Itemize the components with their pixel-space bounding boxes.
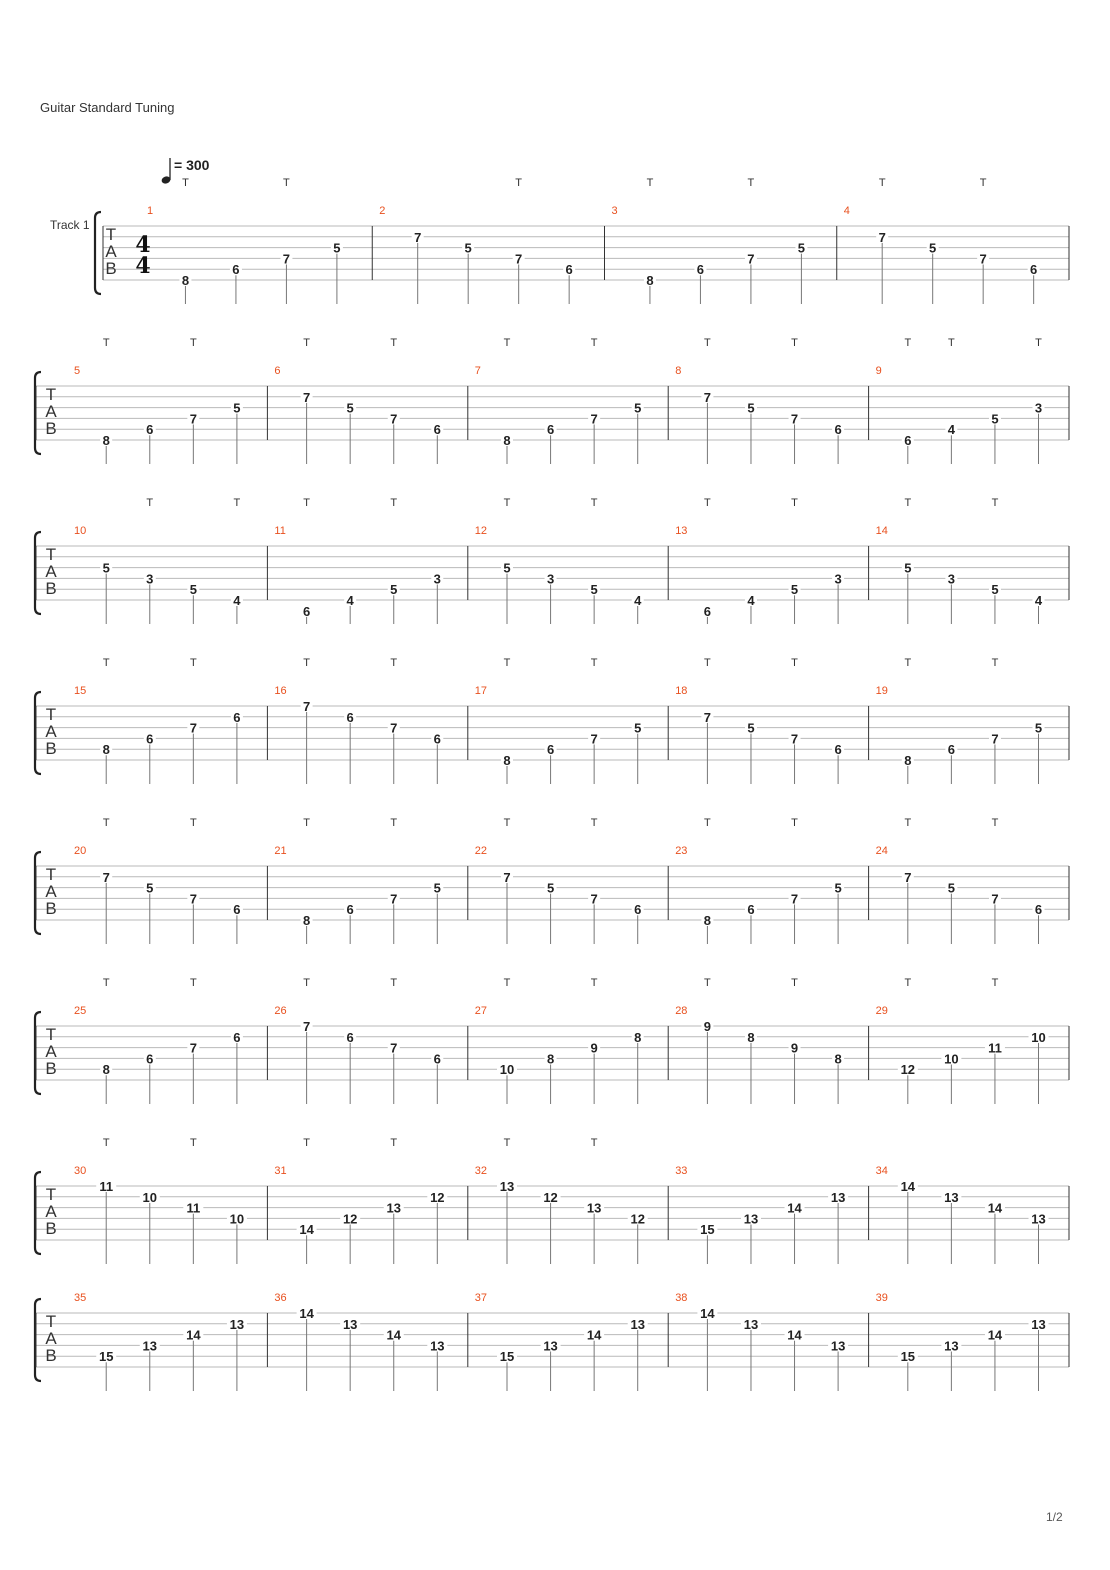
fret-number: 4 xyxy=(634,593,642,608)
tap-mark: T xyxy=(233,497,241,509)
fret-number: 14 xyxy=(900,1179,916,1194)
fret-number: 14 xyxy=(186,1327,201,1343)
tap-mark: T xyxy=(704,497,711,509)
tap-mark: T xyxy=(189,977,197,989)
fret-number: 9 xyxy=(790,1040,799,1056)
tab-clef-letter: B xyxy=(105,259,117,278)
tap-mark: T xyxy=(182,177,189,189)
fret-number: 4 xyxy=(346,593,354,608)
fret-number: 10 xyxy=(944,1051,959,1067)
fret-number: 8 xyxy=(102,1062,110,1078)
fret-number: 5 xyxy=(947,880,955,896)
fret-number: 7 xyxy=(590,731,598,747)
measure-number: 5 xyxy=(74,365,81,377)
fret-number: 7 xyxy=(515,251,523,267)
tap-mark: T xyxy=(146,497,154,509)
measure-number: 11 xyxy=(274,525,286,537)
tuning-label: Guitar Standard Tuning xyxy=(40,100,175,115)
fret-number: 6 xyxy=(433,731,441,747)
tap-mark: T xyxy=(948,337,955,349)
tap-mark: T xyxy=(303,817,310,829)
tab-clef-letter: A xyxy=(45,562,57,581)
fret-number: 6 xyxy=(346,1029,354,1045)
tap-mark: T xyxy=(991,977,999,989)
fret-number: 7 xyxy=(979,251,987,267)
fret-number: 13 xyxy=(743,1211,759,1227)
measure-number: 6 xyxy=(274,365,281,377)
fret-number: 5 xyxy=(464,240,472,256)
tap-mark: T xyxy=(704,977,711,989)
fret-number: 5 xyxy=(590,582,598,598)
tap-mark: T xyxy=(283,177,290,189)
tap-mark: T xyxy=(590,337,598,349)
fret-number: 8 xyxy=(646,273,654,288)
tab-clef-letter: B xyxy=(45,899,57,918)
fret-number: 5 xyxy=(333,240,341,256)
tab-clef-letter: A xyxy=(45,1042,57,1061)
tap-mark: T xyxy=(590,817,598,829)
tap-mark: T xyxy=(704,657,711,669)
fret-number: 7 xyxy=(189,1040,197,1056)
measure-number: 13 xyxy=(675,525,688,537)
fret-number: 6 xyxy=(232,262,240,278)
fret-number: 4 xyxy=(947,422,955,438)
fret-number: 5 xyxy=(634,720,642,736)
fret-number: 6 xyxy=(233,902,241,918)
tap-mark: T xyxy=(590,1137,598,1149)
fret-number: 12 xyxy=(900,1062,916,1078)
tap-mark: T xyxy=(189,337,197,349)
fret-number: 6 xyxy=(146,1051,154,1067)
fret-number: 7 xyxy=(414,229,422,245)
fret-number: 11 xyxy=(186,1200,201,1216)
fret-number: 6 xyxy=(1030,262,1038,278)
tap-mark: T xyxy=(303,337,310,349)
fret-number: 3 xyxy=(146,571,154,587)
tab-clef-letter: T xyxy=(45,1185,57,1204)
fret-number: 12 xyxy=(543,1189,558,1205)
measure-number: 9 xyxy=(875,365,882,377)
fret-number: 7 xyxy=(390,411,398,427)
fret-number: 13 xyxy=(386,1200,401,1216)
tab-clef-letter: A xyxy=(45,1329,57,1348)
fret-number: 13 xyxy=(586,1200,602,1216)
tap-mark: T xyxy=(590,497,598,509)
tap-mark: T xyxy=(390,1137,398,1149)
fret-number: 12 xyxy=(630,1211,645,1227)
measure-number: 38 xyxy=(675,1292,688,1304)
fret-number: 10 xyxy=(229,1211,245,1227)
fret-number: 5 xyxy=(233,400,241,416)
tap-mark: T xyxy=(590,657,598,669)
fret-number: 5 xyxy=(834,880,842,896)
fret-number: 5 xyxy=(797,240,806,256)
tap-mark: T xyxy=(303,657,310,669)
tab-clef-letter: T xyxy=(45,1025,57,1044)
tap-mark: T xyxy=(515,177,523,189)
tab-clef-letter: T xyxy=(45,705,57,724)
fret-number: 6 xyxy=(346,902,354,918)
fret-number: 7 xyxy=(189,891,197,907)
measure-number: 14 xyxy=(875,525,888,537)
fret-number: 10 xyxy=(1031,1029,1046,1045)
tap-mark: T xyxy=(991,497,999,509)
fret-number: 7 xyxy=(390,1040,398,1056)
fret-number: 5 xyxy=(546,880,555,896)
tap-mark: T xyxy=(791,337,798,349)
fret-number: 6 xyxy=(146,731,154,747)
fret-number: 5 xyxy=(904,560,912,576)
measure-number: 18 xyxy=(675,685,688,697)
tap-mark: T xyxy=(791,817,798,829)
tab-clef-letter: T xyxy=(45,385,57,404)
measure-number: 23 xyxy=(675,845,688,857)
tap-mark: T xyxy=(303,497,310,509)
page-number: 1/2 xyxy=(1046,1510,1063,1524)
fret-number: 12 xyxy=(342,1211,358,1227)
measure-number: 3 xyxy=(611,205,618,217)
tap-mark: T xyxy=(904,817,912,829)
tap-mark: T xyxy=(991,657,999,669)
fret-number: 6 xyxy=(546,422,555,438)
tap-mark: T xyxy=(991,817,999,829)
fret-number: 5 xyxy=(346,400,354,416)
measure-number: 33 xyxy=(675,1165,688,1177)
fret-number: 4 xyxy=(747,593,755,608)
tab-clef-letter: B xyxy=(45,1219,57,1238)
fret-number: 7 xyxy=(282,251,291,267)
tap-mark: T xyxy=(102,337,110,349)
fret-number: 14 xyxy=(987,1200,1003,1216)
tab-clef-letter: T xyxy=(45,865,57,884)
fret-number: 5 xyxy=(390,582,398,598)
fret-number: 6 xyxy=(233,709,241,725)
fret-number: 8 xyxy=(181,273,190,288)
fret-number: 3 xyxy=(947,571,955,587)
tap-mark: T xyxy=(747,177,755,189)
track-name: Track 1 xyxy=(50,218,90,232)
tab-clef-letter: T xyxy=(45,1312,57,1331)
fret-number: 7 xyxy=(703,389,712,405)
fret-number: 14 xyxy=(700,1306,715,1321)
fret-number: 6 xyxy=(302,603,311,619)
tap-mark: T xyxy=(189,817,197,829)
tap-mark: T xyxy=(390,497,398,509)
fret-number: 5 xyxy=(503,560,511,576)
fret-number: 8 xyxy=(503,753,511,768)
measure-number: 39 xyxy=(875,1292,888,1304)
fret-number: 6 xyxy=(233,1029,241,1045)
measure-number: 25 xyxy=(74,1005,87,1017)
fret-number: 11 xyxy=(988,1040,1002,1056)
tab-clef-letter: T xyxy=(105,225,117,244)
fret-number: 7 xyxy=(590,891,598,907)
fret-number: 14 xyxy=(787,1200,802,1216)
fret-number: 13 xyxy=(499,1179,515,1194)
fret-number: 7 xyxy=(590,411,598,427)
fret-number: 6 xyxy=(1034,902,1043,918)
fret-number: 7 xyxy=(302,389,311,405)
fret-number: 15 xyxy=(900,1349,916,1365)
fret-number: 11 xyxy=(99,1179,114,1194)
measure-number: 24 xyxy=(875,845,888,857)
fret-number: 5 xyxy=(189,582,197,598)
fret-number: 14 xyxy=(987,1327,1003,1343)
fret-number: 7 xyxy=(904,869,912,885)
fret-number: 12 xyxy=(430,1189,445,1205)
fret-number: 5 xyxy=(1034,720,1043,736)
fret-number: 8 xyxy=(834,1051,842,1067)
fret-number: 3 xyxy=(546,571,555,587)
tap-mark: T xyxy=(390,817,398,829)
fret-number: 6 xyxy=(433,422,441,438)
fret-number: 7 xyxy=(991,731,999,747)
fret-number: 7 xyxy=(503,869,511,885)
fret-number: 8 xyxy=(703,913,712,928)
measure-number: 10 xyxy=(74,525,87,537)
tap-mark: T xyxy=(102,657,110,669)
tap-mark: T xyxy=(503,1137,511,1149)
fret-number: 13 xyxy=(543,1338,558,1354)
fret-number: 7 xyxy=(703,709,712,725)
fret-number: 13 xyxy=(830,1338,846,1354)
measure-number: 19 xyxy=(875,685,888,697)
fret-number: 6 xyxy=(747,902,755,918)
tempo-marking: = 300 xyxy=(174,157,210,173)
tap-mark: T xyxy=(303,1137,310,1149)
fret-number: 7 xyxy=(390,720,398,736)
fret-number: 13 xyxy=(830,1189,846,1205)
tap-mark: T xyxy=(503,817,511,829)
fret-number: 7 xyxy=(189,720,197,736)
measure-number: 29 xyxy=(875,1005,888,1017)
system-bracket xyxy=(95,212,101,294)
tap-mark: T xyxy=(390,337,398,349)
tap-mark: T xyxy=(979,177,987,189)
measure-number: 28 xyxy=(675,1005,688,1017)
tap-mark: T xyxy=(704,337,711,349)
measure-number: 2 xyxy=(379,205,386,217)
fret-number: 5 xyxy=(634,400,642,416)
fret-number: 4 xyxy=(1034,593,1043,608)
tap-mark: T xyxy=(791,497,798,509)
fret-number: 7 xyxy=(790,891,799,907)
fret-number: 7 xyxy=(102,869,110,885)
fret-number: 13 xyxy=(944,1189,959,1205)
tap-mark: T xyxy=(189,657,197,669)
measure-number: 34 xyxy=(875,1165,888,1177)
fret-number: 9 xyxy=(590,1040,598,1056)
tap-mark: T xyxy=(503,497,511,509)
fret-number: 8 xyxy=(634,1029,642,1045)
fret-number: 7 xyxy=(302,1019,311,1034)
fret-number: 13 xyxy=(342,1316,358,1332)
measure-number: 16 xyxy=(274,685,287,697)
measure-number: 8 xyxy=(675,365,682,377)
fret-number: 7 xyxy=(390,891,398,907)
fret-number: 5 xyxy=(433,880,441,896)
fret-number: 6 xyxy=(947,742,955,758)
tap-mark: T xyxy=(904,657,912,669)
measure-number: 36 xyxy=(274,1292,287,1304)
tap-mark: T xyxy=(503,977,511,989)
tap-mark: T xyxy=(904,977,912,989)
measure-number: 26 xyxy=(274,1005,287,1017)
measure-number: 35 xyxy=(74,1292,87,1304)
fret-number: 6 xyxy=(565,262,573,278)
measure-number: 7 xyxy=(474,365,481,377)
time-signature-bottom: 4 xyxy=(135,253,151,279)
fret-number: 5 xyxy=(991,411,999,427)
tap-mark: T xyxy=(791,977,798,989)
tap-mark: T xyxy=(1035,337,1042,349)
fret-number: 7 xyxy=(189,411,197,427)
fret-number: 5 xyxy=(991,582,999,598)
fret-number: 14 xyxy=(586,1327,602,1343)
fret-number: 15 xyxy=(499,1349,515,1365)
tap-mark: T xyxy=(102,1137,110,1149)
tab-clef-letter: A xyxy=(45,402,57,421)
tab-clef-letter: B xyxy=(45,1346,57,1365)
time-signature-top: 4 xyxy=(135,232,151,258)
measure-number: 30 xyxy=(74,1165,87,1177)
measure-number: 20 xyxy=(74,845,87,857)
measure-number: 22 xyxy=(474,845,488,857)
tab-clef-letter: A xyxy=(45,722,57,741)
measure-number: 12 xyxy=(474,525,488,537)
fret-number: 15 xyxy=(98,1349,114,1365)
tap-mark: T xyxy=(102,977,110,989)
fret-number: 6 xyxy=(834,422,842,438)
fret-number: 8 xyxy=(102,742,110,758)
fret-number: 13 xyxy=(229,1316,245,1332)
fret-number: 8 xyxy=(904,753,912,768)
tap-mark: T xyxy=(904,497,912,509)
fret-number: 13 xyxy=(1031,1211,1046,1227)
fret-number: 13 xyxy=(944,1338,959,1354)
measure-number: 21 xyxy=(274,845,287,857)
fret-number: 7 xyxy=(790,411,799,427)
fret-number: 7 xyxy=(991,891,999,907)
fret-number: 9 xyxy=(703,1019,712,1034)
fret-number: 6 xyxy=(696,262,705,278)
tab-clef-letter: B xyxy=(45,579,57,598)
fret-number: 5 xyxy=(146,880,154,896)
fret-number: 6 xyxy=(546,742,555,758)
tap-mark: T xyxy=(390,977,398,989)
measure-number: 1 xyxy=(147,205,154,217)
tap-mark: T xyxy=(503,657,511,669)
tap-mark: T xyxy=(878,177,886,189)
fret-number: 4 xyxy=(233,593,241,608)
tab-clef-letter: B xyxy=(45,1059,57,1078)
fret-number: 8 xyxy=(102,433,110,448)
fret-number: 8 xyxy=(747,1029,755,1045)
fret-number: 7 xyxy=(790,731,799,747)
tap-mark: T xyxy=(646,177,654,189)
tap-mark: T xyxy=(791,657,798,669)
tab-clef-letter: A xyxy=(45,1202,57,1221)
fret-number: 6 xyxy=(433,1051,441,1067)
fret-number: 6 xyxy=(634,902,642,918)
fret-number: 6 xyxy=(146,422,154,438)
fret-number: 5 xyxy=(102,560,110,576)
measure-number: 31 xyxy=(274,1165,287,1177)
tap-mark: T xyxy=(590,977,598,989)
fret-number: 14 xyxy=(299,1306,314,1321)
fret-number: 7 xyxy=(747,251,755,267)
tap-mark: T xyxy=(390,657,398,669)
fret-number: 7 xyxy=(878,229,886,245)
fret-number: 6 xyxy=(703,603,712,619)
fret-number: 10 xyxy=(499,1062,515,1078)
fret-number: 7 xyxy=(302,699,311,714)
tap-mark: T xyxy=(102,817,110,829)
fret-number: 13 xyxy=(743,1316,759,1332)
fret-number: 13 xyxy=(142,1338,158,1354)
fret-number: 5 xyxy=(747,720,755,736)
tap-mark: T xyxy=(503,337,511,349)
fret-number: 15 xyxy=(700,1222,715,1238)
fret-number: 10 xyxy=(142,1189,158,1205)
tab-clef-letter: A xyxy=(45,882,57,901)
fret-number: 3 xyxy=(834,571,842,587)
fret-number: 14 xyxy=(386,1327,401,1343)
measure-number: 4 xyxy=(843,205,850,217)
tab-clef-letter: T xyxy=(45,545,57,564)
fret-number: 14 xyxy=(787,1327,802,1343)
tab-clef-letter: B xyxy=(45,419,57,438)
fret-number: 13 xyxy=(430,1338,445,1354)
fret-number: 13 xyxy=(1031,1316,1046,1332)
fret-number: 6 xyxy=(834,742,842,758)
fret-number: 8 xyxy=(302,913,311,928)
tab-clef-letter: A xyxy=(105,242,117,261)
fret-number: 13 xyxy=(630,1316,645,1332)
tap-mark: T xyxy=(189,1137,197,1149)
fret-number: 14 xyxy=(299,1222,314,1238)
tap-mark: T xyxy=(704,817,711,829)
tap-mark: T xyxy=(303,977,310,989)
fret-number: 5 xyxy=(929,240,937,256)
fret-number: 3 xyxy=(433,571,441,587)
measure-number: 27 xyxy=(474,1005,488,1017)
tap-mark: T xyxy=(904,337,912,349)
measure-number: 32 xyxy=(474,1165,488,1177)
fret-number: 3 xyxy=(1034,400,1043,416)
fret-number: 6 xyxy=(904,433,912,448)
fret-number: 8 xyxy=(503,433,511,448)
fret-number: 5 xyxy=(790,582,799,598)
fret-number: 8 xyxy=(546,1051,555,1067)
tab-clef-letter: B xyxy=(45,739,57,758)
measure-number: 15 xyxy=(74,685,87,697)
fret-number: 6 xyxy=(346,709,354,725)
measure-number: 37 xyxy=(474,1292,488,1304)
measure-number: 17 xyxy=(474,685,488,697)
fret-number: 5 xyxy=(747,400,755,416)
